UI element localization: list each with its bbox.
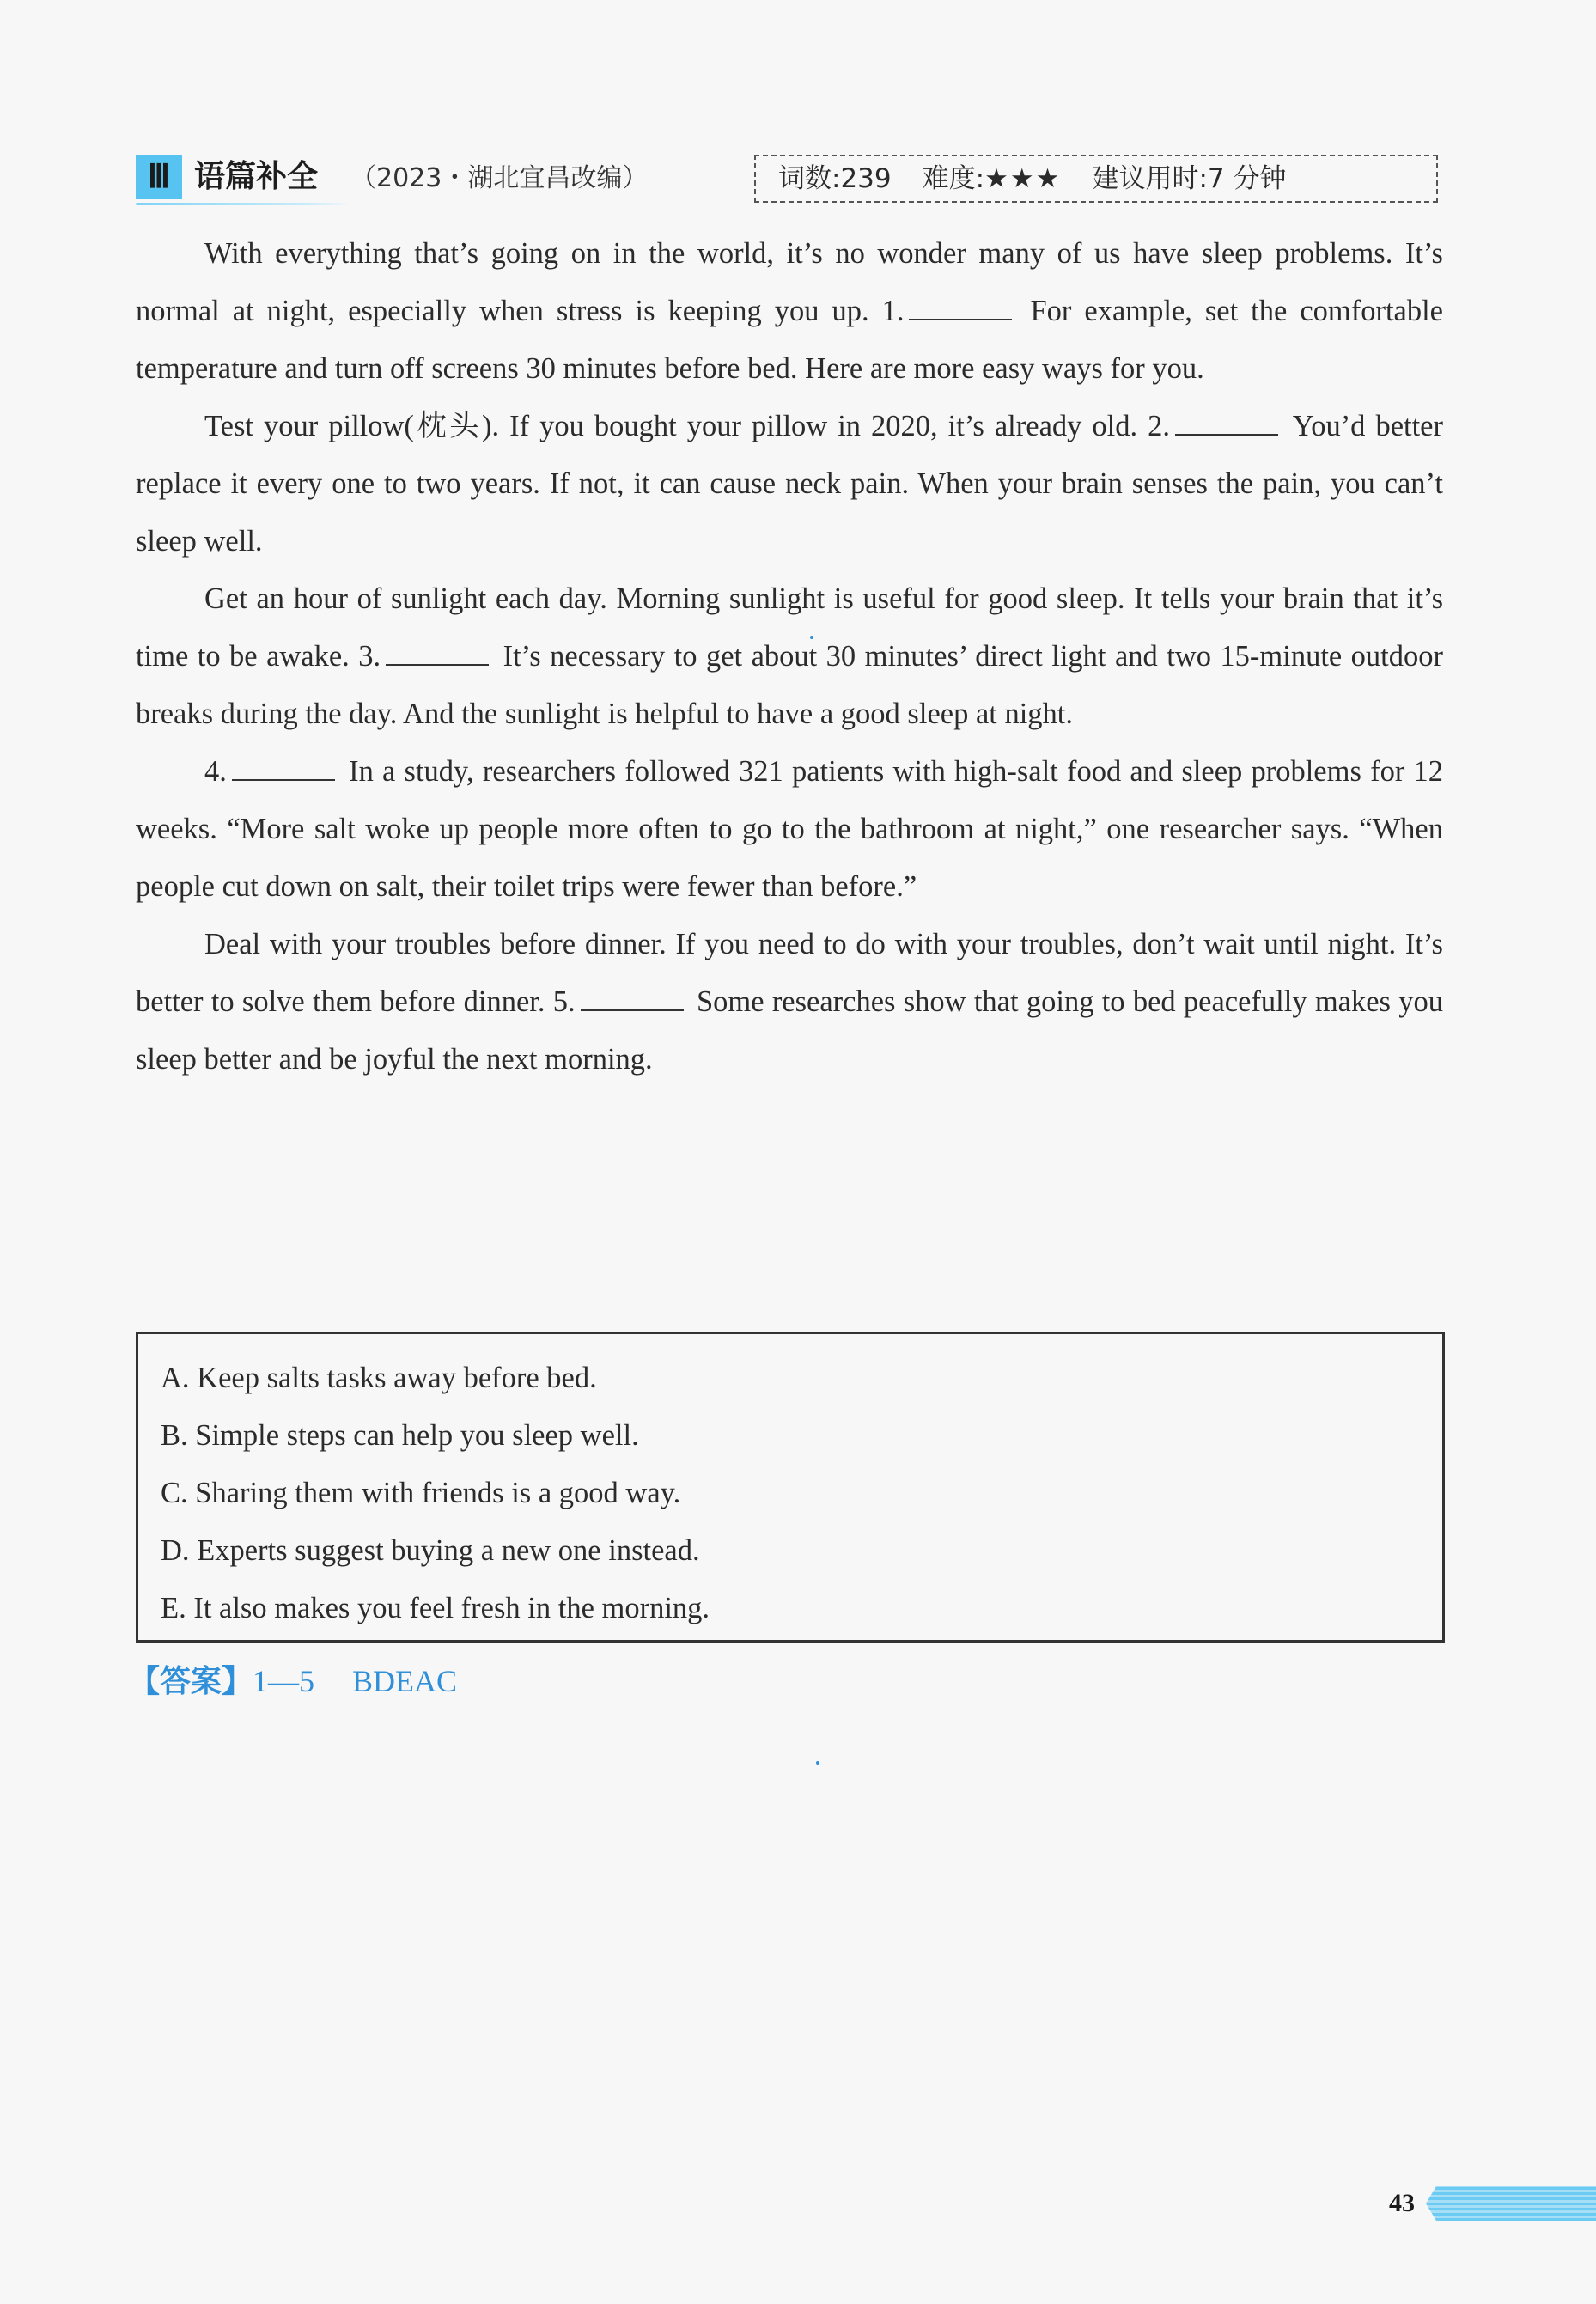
suggested-time: 建议用时:7 分钟 [1092,163,1287,194]
section-number-badge: Ⅲ [136,155,182,199]
option-c[interactable]: C. Sharing them with friends is a good way. [161,1477,681,1509]
paragraph-text: With everything that’s going on in the world, it’s no wonder many of us have sleep problems. It’s normal at night, especially when stress is keeping you up. 1. [136,237,1443,327]
section-source: （2023・湖北宜昌改编） [350,163,649,193]
option-d[interactable]: D. Experts suggest buying a new one instead. [161,1534,700,1567]
reading-passage [136,225,1443,1088]
answer-tag: 【答案】 [129,1664,253,1699]
options-box [136,1332,1445,1643]
section-title-underline [136,203,350,205]
answer-blank-5[interactable] [581,984,684,1011]
paragraph-text: 4. [204,755,227,788]
answer-blank-2[interactable] [1175,408,1278,436]
page-tab-decoration [1426,2186,1596,2221]
answer-blank-4[interactable] [232,753,335,781]
option-a[interactable]: A. Keep salts tasks away before bed. [161,1362,597,1394]
difficulty-stars-icon: ★★★ [984,163,1062,194]
paragraph-1 [136,225,1443,398]
option-e[interactable]: E. It also makes you feel fresh in the morning. [161,1592,710,1624]
paragraph-5 [136,916,1443,1088]
paragraph-text: Some researches show that going to bed peacefully makes you sleep better and be joyful the next morning. [136,985,1444,1076]
paragraph-text: In a study, researchers followed 321 patients with high-salt food and sleep problems for 12 weeks. “More salt woke up people more often to go to the bathroom at night,” one researcher says. “When people cut down on salt, their toilet trips were fewer than before.” [136,755,1444,903]
page-number: 43 [1389,2189,1415,2217]
answer-blank-1[interactable] [909,293,1012,320]
paragraph-text: Get an hour of sunlight each day. Morning sunlight is useful for good sleep. It tells your brain that it’s time to be awake. 3. [136,582,1443,673]
answer-key [129,1660,457,1704]
paragraph-text: It’s necessary to get about 30 minutes’ direct light and two 15-minute outdoor breaks during the day. And the sunlight is helpful to have a good sleep at night. [136,640,1443,730]
section-header [136,155,1441,206]
word-count: 词数:239 [778,163,892,194]
paragraph-text: Deal with your troubles before dinner. If you need to do with your troubles, don’t wait until night. It’s better to solve them before dinner. 5. [136,928,1443,1018]
print-speck [810,636,813,639]
paragraph-text: You’d better replace it every one to two years. If not, it can cause neck pain. When your brain senses the pain, you can’t sleep well. [136,410,1443,558]
answer-blank-3[interactable] [386,638,489,666]
paragraph-text: Test your pillow(枕头). If you bought your pillow in 2020, it’s already old. 2. [204,410,1170,442]
answer-range: 1—5 [253,1664,315,1698]
paragraph-3 [136,570,1443,743]
difficulty-label: 难度: [922,163,985,194]
answer-letters: BDEAC [352,1664,458,1698]
paragraph-2 [136,398,1443,570]
option-b[interactable]: B. Simple steps can help you sleep well. [161,1419,639,1452]
print-speck [816,1761,819,1765]
section-title: 语篇补全 [194,159,319,194]
passage-info-box [754,155,1438,203]
paragraph-text: For example, set the comfortable temperature and turn off screens 30 minutes before bed. Here are more easy ways for you. [136,295,1443,385]
paragraph-4 [136,743,1443,916]
